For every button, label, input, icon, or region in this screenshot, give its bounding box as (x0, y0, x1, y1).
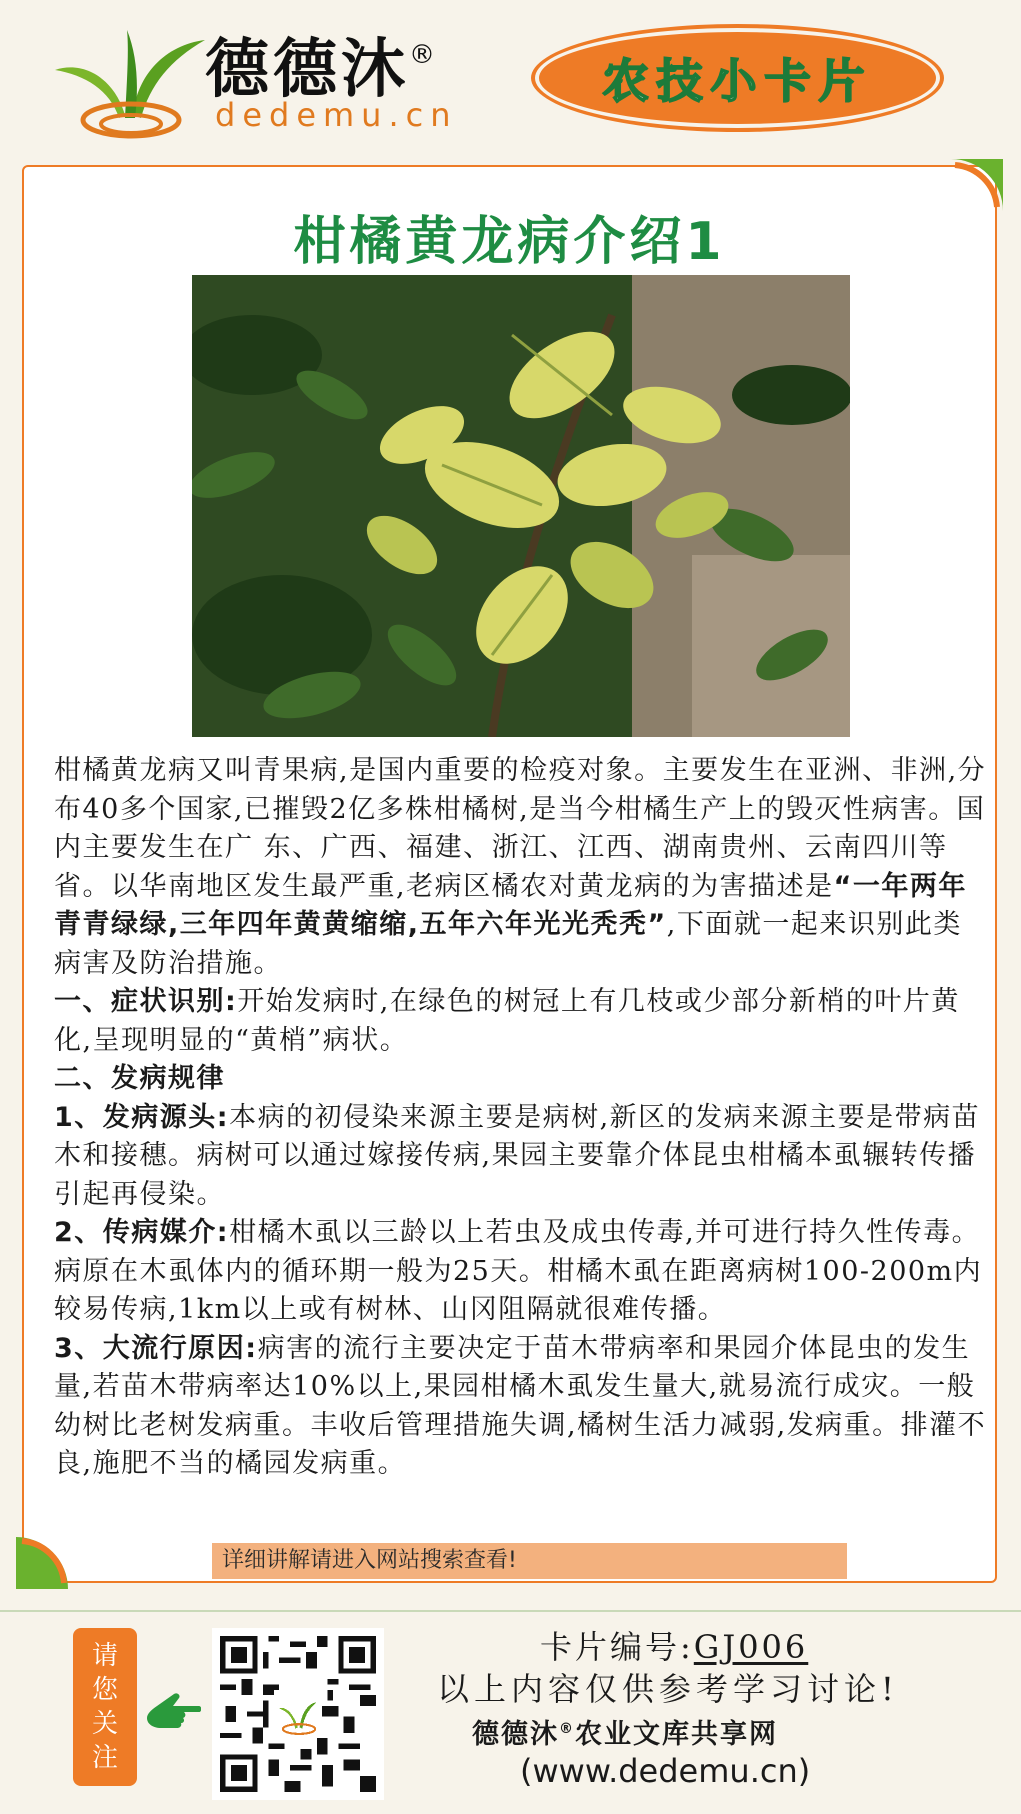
website-link[interactable]: (www.dedemu.cn) (520, 1752, 811, 1790)
intro-paragraph: 柑橘黄龙病又叫青果病,是国内重要的检疫对象。主要发生在亚洲、非洲,分布40多个国家,已摧毁2亿多株柑橘树,是当今柑橘生产上的毁灭性病害。国内主要发生在广 东、广西、福建、浙江、江西、湖南贵州、云南四川等省。以华南地区发生最严重,老病区橘农对黄龙病的为害描述是“一年两年青青绿绿,三年四年黄黄缩缩,五年六年光光秃秃”,下面就一起来识别此类病害及防治措施。 (54, 755, 987, 979)
brand-name: 德德沐® (205, 33, 439, 107)
card-type-badge (535, 28, 940, 128)
vector-paragraph: 2、传病媒介:柑橘木虱以三龄以上若虫及成虫传毒,并可进行持久性传毒。病原在木虱体内的循环期一般为25天。柑橘木虱在距离病树100-200m内较易传病,1km以上或有树林、山冈阻隔就很难传播。 (54, 1217, 983, 1325)
epidemic-cause-paragraph: 3、大流行原因:病害的流行主要决定于苗木带病率和果园介体昆虫的发生量,若苗木带病率达10%以上,果园柑橘木虱发生量大,就易流行成灾。一般幼树比老树发病重。丰收后管理措施失调,橘树生活力减弱,发病重。排灌不良,施肥不当的橘园发病重。 (54, 1332, 987, 1479)
corner-decoration-icon (16, 1537, 68, 1589)
info-card (22, 165, 997, 1583)
website-notice: 详细讲解请进入网站搜索查看! (212, 1543, 847, 1579)
article-body (54, 752, 989, 1484)
follow-us-label: 请 您 关 注 (73, 1628, 137, 1786)
citrus-yellow-leaves-photo-icon (192, 275, 850, 737)
library-name: 德德沐®农业文库共享网 (472, 1719, 778, 1750)
qr-code-icon (220, 1636, 376, 1792)
card-number: 卡片编号:GJ006 (540, 1628, 809, 1666)
brand-url: dedemu.cn (215, 96, 458, 134)
pointing-hand-icon (143, 1690, 201, 1730)
footer-divider (0, 1610, 1021, 1612)
sprout-logo-icon (55, 20, 205, 145)
section-heading: 二、发病规律 (54, 1063, 225, 1094)
symptom-paragraph: 一、症状识别:开始发病时,在绿色的树冠上有几枝或少部分新梢的叶片黄化,呈现明显的“黄梢”病状。 (54, 986, 960, 1056)
badge-label: 农技小卡片 (602, 54, 873, 108)
header (0, 0, 1021, 160)
qr-code[interactable] (212, 1628, 384, 1800)
disclaimer: 以上内容仅供参考学习讨论! (437, 1670, 899, 1708)
disease-photo (192, 275, 850, 737)
infection-source-paragraph: 1、发病源头:本病的初侵染来源主要是病树,新区的发病来源主要是带病苗木和接穗。病树可以通过嫁接传病,果园主要靠介体昆虫柑橘本虱辗转传播引起再侵染。 (54, 1101, 981, 1210)
page-title: 柑橘黄龙病介绍1 (293, 212, 726, 272)
